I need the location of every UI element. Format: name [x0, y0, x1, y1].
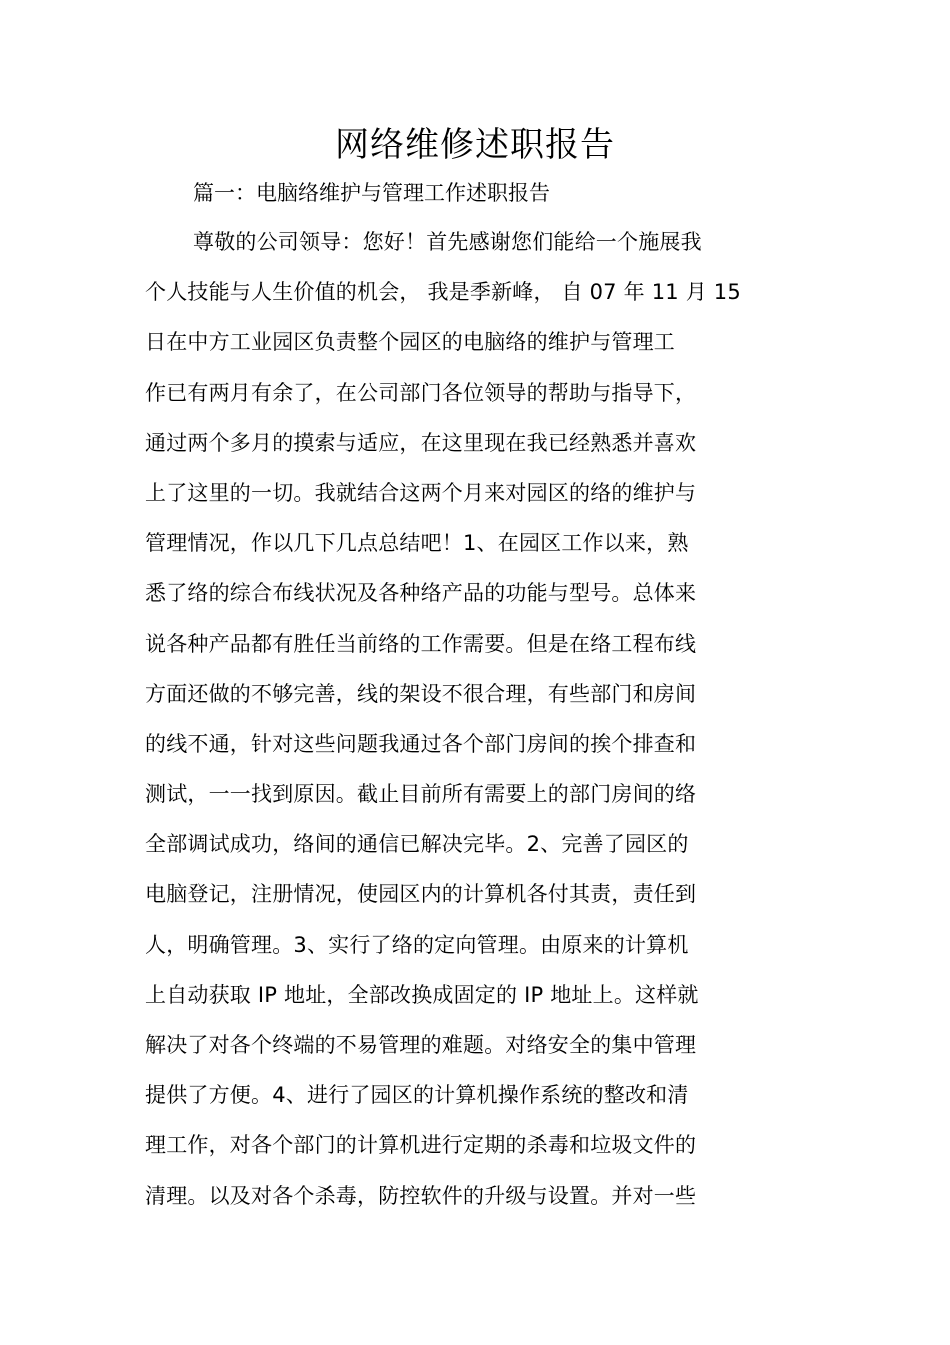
body-line: 人，明确管理。3、实行了络的定向管理。由原来的计算机	[145, 932, 689, 957]
document-body	[145, 227, 825, 1231]
body-line: 解决了对各个终端的不易管理的难题。对络安全的集中管理	[145, 1033, 697, 1057]
body-line: 悉了络的综合布线状况及各种络产品的功能与型号。总体来	[145, 581, 697, 606]
body-line: 方面还做的不够完善，线的架设不很合理，有些部门和房间	[145, 681, 697, 706]
body-line: 作已有两月有余了，在公司部门各位领导的帮助与指导下，	[145, 380, 697, 405]
body-line: 清理。以及对各个杀毒，防控软件的升级与设置。并对一些	[145, 1183, 697, 1208]
body-line: 管理情况，作以几下几点总结吧！1、在园区工作以来，熟	[145, 531, 689, 556]
body-line: 上了这里的一切。我就结合这两个月来对园区的络的维护与	[145, 480, 697, 505]
body-line: 说各种产品都有胜任当前络的工作需要。但是在络工程布线	[145, 631, 697, 656]
body-line: 个人技能与人生价值的机会， 我是季新峰， 自 07 年 11 月 15	[145, 280, 741, 305]
document-subtitle: 篇一：电脑络维护与管理工作述职报告	[193, 181, 550, 205]
body-line: 测试，一一找到原因。截止目前所有需要上的部门房间的络	[145, 782, 697, 807]
body-line: 全部调试成功，络间的通信已解决完毕。2、完善了园区的	[145, 832, 689, 857]
body-line: 提供了方便。4、进行了园区的计算机操作系统的整改和清	[145, 1083, 689, 1108]
document-title: 网络维修述职报告	[335, 125, 615, 165]
body-line: 电脑登记，注册情况，使园区内的计算机各付其责，责任到	[145, 882, 697, 907]
body-line: 尊敬的公司领导：您好！首先感谢您们能给一个施展我	[193, 230, 702, 254]
body-line: 通过两个多月的摸索与适应，在这里现在我已经熟悉并喜欢	[145, 430, 697, 455]
body-line: 日在中方工业园区负责整个园区的电脑络的维护与管理工	[145, 330, 675, 355]
body-line: 理工作，对各个部门的计算机进行定期的杀毒和垃圾文件的	[145, 1133, 697, 1158]
body-line: 上自动获取 IP 地址，全部改换成固定的 IP 地址上。这样就	[145, 982, 699, 1007]
body-line: 的线不通，针对这些问题我通过各个部门房间的挨个排查和	[145, 731, 697, 756]
